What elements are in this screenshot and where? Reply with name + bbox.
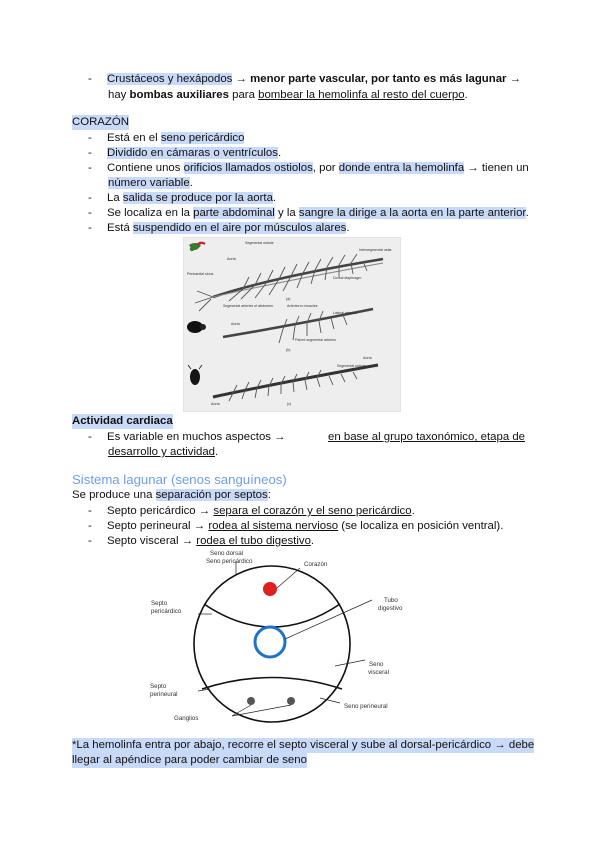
figure-label: Aorta xyxy=(231,322,240,326)
dorsal-vessel-figure xyxy=(183,237,401,412)
figure-label: Segmental ostiole xyxy=(245,241,274,245)
list-item-continuation: desarrollo y actividad. xyxy=(108,446,219,458)
figure-label: Segmental ostiole xyxy=(337,364,366,368)
label-tubo-digestivo: digestivo xyxy=(378,605,403,612)
figure-label: Lateral arteries xyxy=(333,311,357,315)
label-seno-pericardico: Seno pericárdico xyxy=(206,558,253,565)
label-septo-perineural: perineural xyxy=(150,691,178,698)
arrow: → xyxy=(235,73,247,85)
list-item-continuation: número variable. xyxy=(108,177,193,189)
label-septo-pericardico: pericárdico xyxy=(151,608,182,615)
figure-label: Aorta xyxy=(363,356,372,360)
note-line-1: *La hemolinfa entra por abajo, recorre el septo visceral y sube al dorsal-pericárdico → debe xyxy=(72,739,535,751)
label-tubo-digestivo: Tubo xyxy=(384,597,398,604)
label-corazon: Corazón xyxy=(304,561,328,568)
label-septo-perineural: Septo xyxy=(150,683,167,690)
figure-label: Aorta xyxy=(227,257,236,261)
label-seno-perineural: Seno perineural xyxy=(344,703,388,710)
section-title-lagunar: Sistema lagunar (senos sanguíneos) xyxy=(72,472,287,487)
bullet-dash: - xyxy=(88,73,92,85)
label-ganglios: Ganglios xyxy=(174,715,199,722)
arrow: → xyxy=(509,73,522,85)
ganglion-icon xyxy=(287,697,295,705)
figure-label: Pericardial sinus xyxy=(187,272,214,276)
section-title-actividad: Actividad cardiaca xyxy=(72,415,173,427)
figure-label: Dorsal diaphragm xyxy=(333,276,362,280)
label-seno-visceral: visceral xyxy=(368,669,389,676)
perineural-septum xyxy=(202,678,342,690)
lagunar-intro: Se produce una separación por septos: xyxy=(72,489,271,501)
intro-line-2: hay bombas auxiliares para bombear la hemolinfa al resto del cuerpo. xyxy=(108,89,468,101)
figure-label: (c) xyxy=(287,402,292,406)
label-seno-visceral: Seno xyxy=(369,661,384,668)
label-septo-pericardico: Septo xyxy=(151,600,168,607)
heart-icon xyxy=(263,582,277,596)
intro-text-1: Crustáceos y hexápodos xyxy=(107,73,233,85)
note-line-2: llegar al apéndice para poder cambiar de seno xyxy=(72,754,307,766)
cross-section-diagram xyxy=(140,548,410,728)
intro-text-2: menor parte vascular, por tanto es más lagunar xyxy=(250,73,507,85)
gut-icon xyxy=(255,627,285,657)
figure-label: Paired segmental arteries xyxy=(295,338,336,342)
label-seno-dorsal: Seno dorsal xyxy=(210,550,244,557)
ganglion-icon xyxy=(247,697,255,705)
figure-label: (b) xyxy=(286,348,291,352)
figure-label: Segmental arteries of abdomen xyxy=(223,304,274,308)
figure-label: Intersegmental ostia xyxy=(359,248,392,252)
figure-label: Arteries to muscles xyxy=(287,304,318,308)
figure-label: Aorta xyxy=(211,402,220,406)
section-title-corazon: CORAZÓN xyxy=(72,116,129,128)
figure-label: (a) xyxy=(286,297,291,301)
